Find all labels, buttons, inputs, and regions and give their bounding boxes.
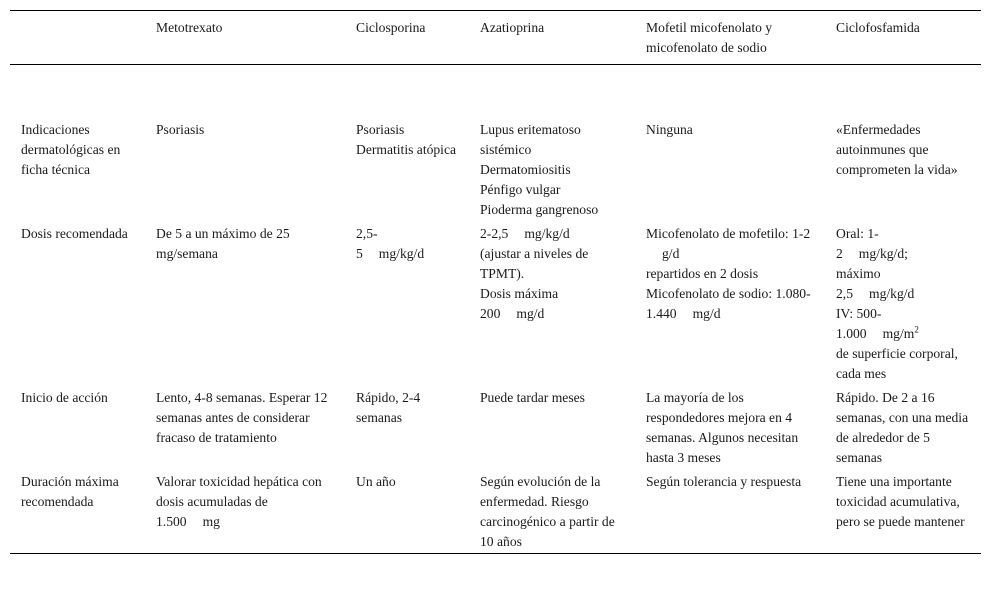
dose-unit: mg/m: [882, 326, 915, 341]
dose-number: 200: [480, 306, 501, 321]
header-ciclofosfamida: Ciclofosfamida: [836, 20, 920, 35]
cell-ciclosporina: [345, 65, 469, 222]
cell-ciclosporina: Rápido, 2-4 semanas: [356, 390, 421, 425]
cell-line: Psoriasis: [356, 122, 405, 137]
dose-number: 1.000: [836, 326, 867, 341]
table-row-indicaciones: [10, 65, 981, 222]
header-ciclosporina: Ciclosporina: [356, 20, 426, 35]
dose-unit: mg/d: [516, 306, 545, 321]
cell-ciclosporina: [345, 221, 469, 385]
dose-number: 2,5: [836, 286, 853, 301]
header-row: [10, 11, 981, 65]
header-azatioprina: Azatioprina: [480, 20, 545, 35]
dose-max-label: máximo: [836, 266, 881, 281]
cell-line: Lupus eritematoso sistémico: [480, 122, 581, 157]
cell-line: Pioderma gangrenoso: [480, 202, 599, 217]
cell-metotrexato: [145, 65, 345, 222]
dose-label: Oral: 1-: [836, 226, 879, 241]
dose-number: 1.500: [156, 514, 187, 529]
dose-number: 2: [836, 246, 843, 261]
cell-azatioprina: [469, 221, 635, 385]
cell-azatioprina: Según evolución de la enfermedad. Riesgo carcinogénico a partir de 10 años: [480, 474, 615, 549]
dose-unit: g/d: [662, 246, 680, 261]
cell-ciclofosfamida: Rápido. De 2 a 16 semanas, con una media de alrededor de 5 semanas: [836, 390, 969, 465]
cell-micofenolato: [635, 221, 825, 385]
dose-label: Micofenolato de mofetilo: 1-2: [646, 226, 811, 241]
cell-line: Ninguna: [646, 122, 693, 137]
dose-prefix: De 5 a un máximo de: [156, 226, 273, 241]
table-row-duracion: [10, 469, 981, 554]
dose-label: Micofenolato de sodio: 1.080-1.440: [646, 286, 811, 321]
dose-unit: mg/semana: [156, 246, 218, 261]
dose-label: IV: 500-: [836, 306, 882, 321]
drug-comparison-table: [10, 10, 981, 554]
duration-text: Valorar toxicidad hepática con dosis acumuladas de: [156, 474, 322, 509]
cell-micofenolato: Según tolerancia y respuesta: [646, 474, 802, 489]
row-label: Duración máxima recomendada: [21, 474, 119, 509]
cell-metotrexato: [145, 469, 345, 554]
dose-note: de superficie corporal, cada mes: [836, 346, 958, 381]
cell-metotrexato: [145, 221, 345, 385]
dose-number: 25: [276, 226, 290, 241]
header-micofenolato: Mofetil micofenolato y micofenolato de sodio: [646, 20, 773, 55]
dose-unit: mg/kg/d;: [858, 246, 908, 261]
table-row-dosis: [10, 221, 981, 385]
dose-exponent: 2: [914, 324, 919, 335]
dose-unit: mg: [202, 514, 220, 529]
dose-unit: mg/kg/d: [378, 246, 425, 261]
cell-ciclofosfamida: Tiene una importante toxicidad acumulativa, pero se puede mantener: [836, 474, 965, 529]
row-label: Dosis recomendada: [21, 226, 128, 241]
cell-ciclofosfamida: [825, 221, 981, 385]
dose-number: 2,5-: [356, 226, 378, 241]
cell-line: Dermatomiositis: [480, 162, 571, 177]
cell-ciclosporina: Un año: [356, 474, 396, 489]
cell-azatioprina: [469, 65, 635, 222]
cell-micofenolato: La mayoría de los respondedores mejora en 4 semanas. Algunos necesitan hasta 3 meses: [646, 390, 799, 465]
drug-comparison-table-container: [10, 10, 981, 554]
row-label: Indicaciones dermatológicas en ficha técnica: [21, 122, 121, 177]
cell-line: Pénfigo vulgar: [480, 182, 561, 197]
dose-unit: mg/kg/d: [869, 286, 915, 301]
header-empty: [10, 11, 145, 65]
cell-micofenolato: [635, 65, 825, 222]
header-metotrexato: Metotrexato: [156, 20, 223, 35]
cell-line: Dermatitis atópica: [356, 142, 457, 157]
dose-note: repartidos en 2 dosis: [646, 266, 759, 281]
dose-unit: mg/kg/d: [524, 226, 570, 241]
dose-number: 2-2,5: [480, 226, 509, 241]
row-label: Inicio de acción: [21, 390, 108, 405]
cell-line: Psoriasis: [156, 122, 205, 137]
cell-metotrexato: Lento, 4-8 semanas. Esperar 12 semanas antes de considerar fracaso de tratamiento: [156, 390, 328, 445]
dose-max-label: Dosis máxima: [480, 286, 559, 301]
table-row-inicio: [10, 385, 981, 469]
dose-unit: mg/d: [692, 306, 721, 321]
cell-azatioprina: Puede tardar meses: [480, 390, 585, 405]
dose-number: 5: [356, 246, 363, 261]
cell-ciclofosfamida: [825, 65, 981, 222]
dose-note: (ajustar a niveles de TPMT).: [480, 246, 589, 281]
cell-line: «Enfermedades autoinmunes que comprometen la vida»: [836, 122, 958, 177]
